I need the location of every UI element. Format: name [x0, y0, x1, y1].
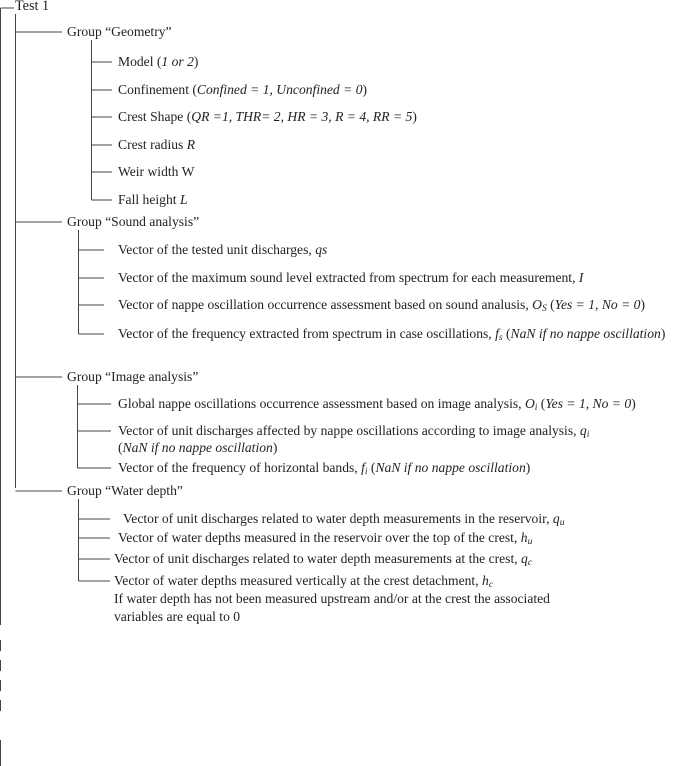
water-hu: Vector of water depths measured in the reservoir over the top of the crest, $h_u$ [118, 530, 533, 547]
image-qi-note: (NaN if no nappe oscillation) [118, 440, 278, 455]
group-image-analysis-label: Group “Image analysis” [67, 369, 199, 384]
geometry-weir-width: Weir width W [118, 164, 195, 179]
water-qc: Vector of unit discharges related to water depth measurements at the crest, $q_c$ [114, 551, 533, 568]
group-water-depth-label: Group “Water depth” [67, 483, 183, 498]
image-qi: Vector of unit discharges affected by nappe oscillations according to image analysis, $q_i$ [118, 423, 590, 440]
water-hc: Vector of water depths measured vertically at the crest detachment, $h_c$ [114, 573, 494, 590]
water-qu: Vector of unit discharges related to water depth measurements in the reservoir, $q_u$ [123, 511, 565, 528]
group-geometry-label: Group “Geometry” [67, 24, 172, 39]
water-note-line-1: If water depth has not been measured upstream and/or at the crest the associated [114, 591, 550, 606]
water-note-line-2: variables are equal to 0 [114, 609, 241, 624]
image-oi: Global nappe oscillations occurrence assessment based on image analysis, $O_i$ (Yes = 1, No = 0) [118, 396, 636, 413]
geometry-fall-height: Fall height L [118, 192, 188, 207]
sound-max-level: Vector of the maximum sound level extracted from spectrum for each measurement, I [118, 270, 584, 285]
sound-fs: Vector of the frequency extracted from spectrum in case oscillations, $f_s$ (NaN if no nappe oscillation) [118, 326, 666, 343]
geometry-crest-shape: Crest Shape (QR =1, THR= 2, HR = 3, R = 4, RR = 5) [118, 109, 417, 124]
sound-qs: Vector of the tested unit discharges, qs [118, 242, 328, 257]
image-fi: Vector of the frequency of horizontal bands, $f_i$ (NaN if no nappe oscillation) [118, 460, 531, 477]
sound-os: Vector of nappe oscillation occurrence assessment based on sound analusis, $O_S$ (Yes = 1, No = 0) [118, 297, 646, 314]
geometry-model: Model (1 or 2) [118, 54, 199, 69]
group-sound-analysis-label: Group “Sound analysis” [67, 214, 200, 229]
root-label: Test 1 [15, 0, 50, 14]
geometry-confinement: Confinement (Confined = 1, Unconfined = 0) [118, 82, 368, 97]
geometry-crest-radius: Crest radius R [118, 137, 196, 152]
